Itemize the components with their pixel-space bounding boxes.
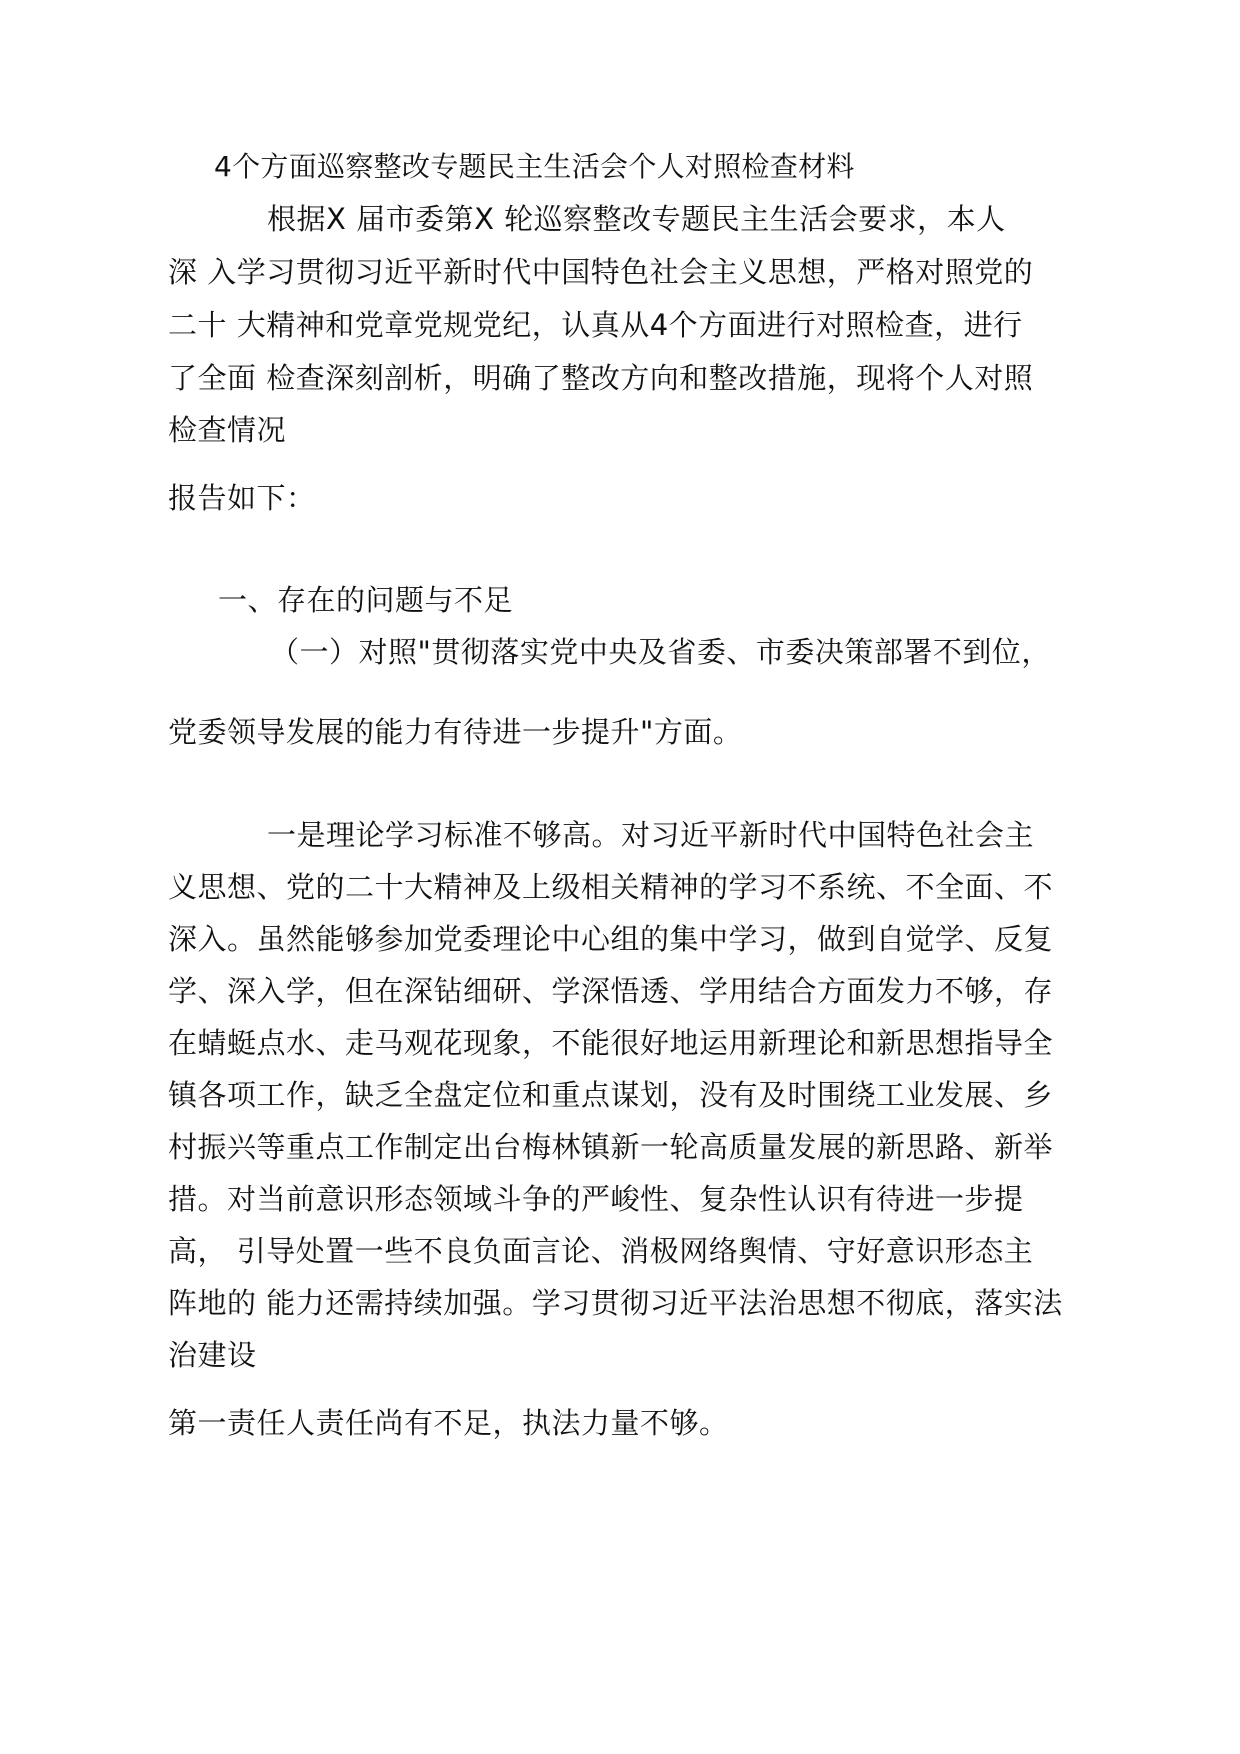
intro-line-1: 根据X 届市委第X 轮巡察整改专题民主生活会要求，本人 [267,202,1006,236]
intro-line-3: 二十 大精神和党章党规党纪，认真从4个方面进行对照检查，进行 [168,308,1023,342]
para-line-11: 治建设 [168,1338,257,1372]
para-line-5: 在蜻蜓点水、走马观花现象，不能很好地运用新理论和新思想指导全 [168,1026,1054,1060]
document-title: 4个方面巡察整改专题民主生活会个人对照检查材料 [214,150,855,183]
intro-line-2: 深 入学习贯彻习近平新时代中国特色社会主义思想，严格对照党的 [168,255,1034,289]
para-line-2: 义思想、党的二十大精神及上级相关精神的学习不系统、不全面、不 [168,870,1054,904]
para-line-8: 措。对当前意识形态领域斗争的严峻性、复杂性认识有待进一步提 [168,1182,1024,1216]
para-line-4: 学、深入学，但在深钻细研、学深悟透、学用结合方面发力不够，存 [168,974,1054,1008]
para-line-3: 深入。虽然能够参加党委理论中心组的集中学习，做到自觉学、反复 [168,922,1054,956]
intro-tail: 报告如下： [168,481,316,515]
intro-line-5: 检查情况 [168,413,287,447]
subsection-line-1: （一）对照"贯彻落实党中央及省委、市委决策部署不到位， [270,635,1051,669]
para-line-1: 一是理论学习标准不够高。对习近平新时代中国特色社会主 [267,818,1035,852]
subsection-line-2: 党委领导发展的能力有待进一步提升"方面。 [168,715,743,749]
section-heading: 一、存在的问题与不足 [218,583,514,617]
para-line-7: 村振兴等重点工作制定出台梅林镇新一轮高质量发展的新思路、新举 [168,1130,1054,1164]
intro-line-4: 了全面 检查深刻剖析，明确了整改方向和整改措施，现将个人对照 [168,361,1034,395]
para-line-6: 镇各项工作，缺乏全盘定位和重点谋划，没有及时围绕工业发展、乡 [168,1078,1054,1112]
para-tail: 第一责任人责任尚有不足，执法力量不够。 [168,1406,729,1440]
para-line-10: 阵地的 能力还需持续加强。学习贯彻习近平法治思想不彻底，落实法 [168,1286,1063,1320]
para-line-9: 高， 引导处置一些不良负面言论、消极网络舆情、守好意识形态主 [168,1234,1034,1268]
